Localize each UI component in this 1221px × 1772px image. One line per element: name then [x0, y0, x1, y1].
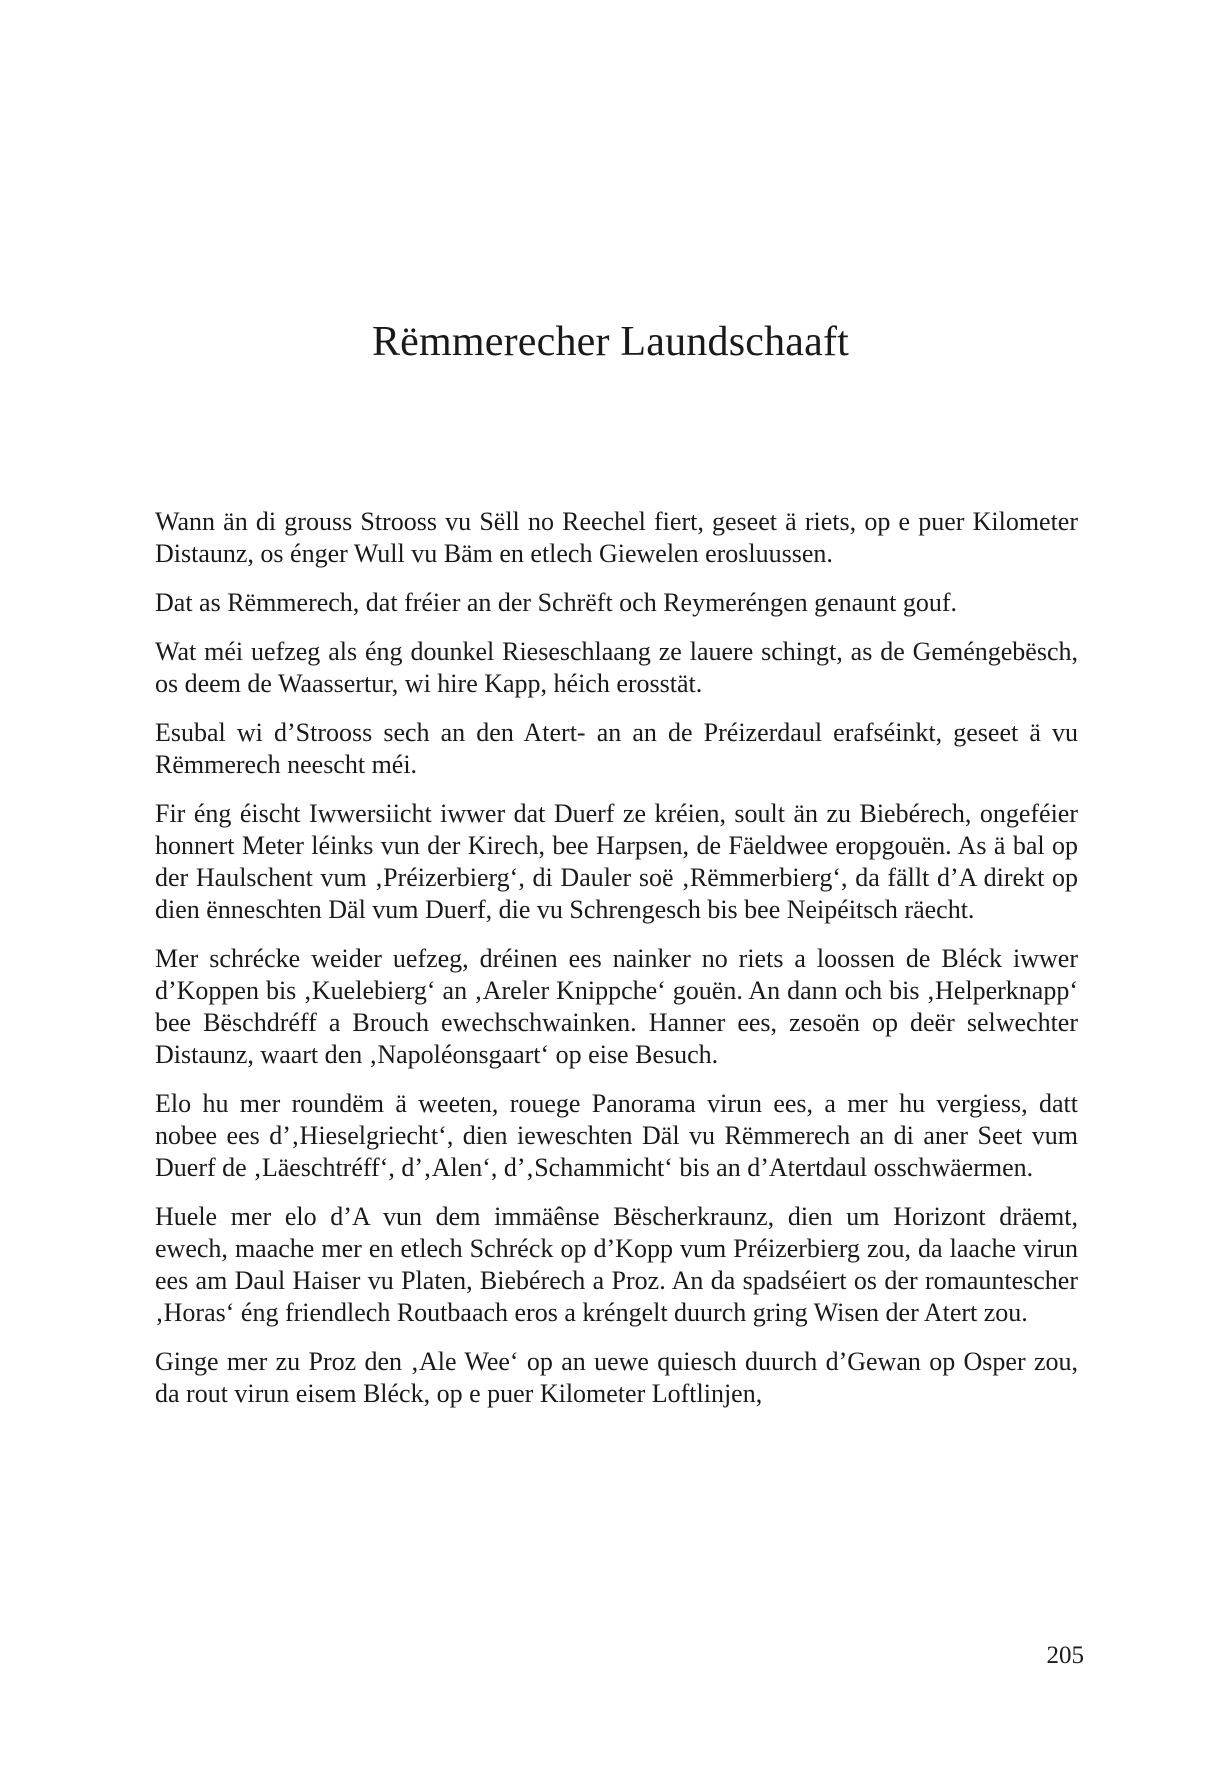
paragraph: Mer schrécke weider uefzeg, dréinen ees nainker no riets a loossen de Bléck iwwer d’Koppen bis ‚Kuelebierg‘ an ‚Areler Knippche‘ gouën. An dann och bis ‚Helperknapp‘ bee Bëschdréff a Brouch ewechschwainken. Hanner ees, zesoën op deër selwechter Distaunz, waart den ‚Napoléonsgaart‘ op eise Besuch.: [155, 944, 1078, 1069]
paragraph: Wann än di grouss Strooss vu Sëll no Reechel fiert, geseet ä riets, op e puer Kilometer Distaunz, os énger Wull vu Bäm en etlech Giewelen erosluussen.: [155, 507, 1078, 568]
paragraph: Dat as Rëmmerech, dat fréier an der Schrëft och Reymeréngen genaunt gouf.: [155, 588, 958, 617]
paragraph: Elo hu mer roundëm ä weeten, rouege Panorama virun ees, a mer hu vergiess, datt nobee ees d’‚Hieselgriecht‘, dien ieweschten Däl vu Rëmmerech an di aner Seet vum Duerf de ‚Läeschtréff‘, d’‚Alen‘, d’‚Schammicht‘ bis an d’Atertdaul osschwäermen.: [155, 1089, 1078, 1182]
page-number: 205: [1046, 1642, 1084, 1669]
chapter-title: Rëmmerecher Laundschaaft: [371, 319, 850, 365]
paragraph: Fir éng éischt Iwwersiicht iwwer dat Duerf ze kréien, soult än zu Biebérech, ongeféier honnert Meter léinks vun der Kirech, bee Harpsen, de Fäeldwee eropgouën. As ä bal op der Haulschent vum ‚Préizerbierg‘, di Dauler soë ‚Rëmmerbierg‘, da fällt d’A direkt op dien ënneschten Däl vum Duerf, die vu Schrengesch bis bee Neipéitsch räecht.: [155, 799, 1078, 924]
body-text: [155, 506, 1078, 1427]
paragraph: Wat méi uefzeg als éng dounkel Rieseschlaang ze lauere schingt, as de Geméngebësch, os deem de Waassertur, wi hire Kapp, héich erosstät.: [155, 637, 1078, 698]
paragraph: Ginge mer zu Proz den ‚Ale Wee‘ op an uewe quiesch duurch d’Gewan op Osper zou, da rout virun eisem Bléck, op e puer Kilometer Loftlinjen,: [155, 1347, 1078, 1408]
paragraph: Esubal wi d’Strooss sech an den Atert- an an de Préizerdaul erafséinkt, geseet ä vu Rëmmerech neescht méi.: [155, 718, 1078, 779]
paragraph: Huele mer elo d’A vun dem immäênse Bëscherkraunz, dien um Horizont dräemt, ewech, maache mer en etlech Schréck op d’Kopp vum Préizerbierg zou, da laache virun ees am Daul Haiser vu Platen, Biebérech a Proz. An da spadséiert os der romauntescher ‚Horas‘ éng friendlech Routbaach eros a kréngelt duurch gring Wisen der Atert zou.: [155, 1202, 1078, 1327]
